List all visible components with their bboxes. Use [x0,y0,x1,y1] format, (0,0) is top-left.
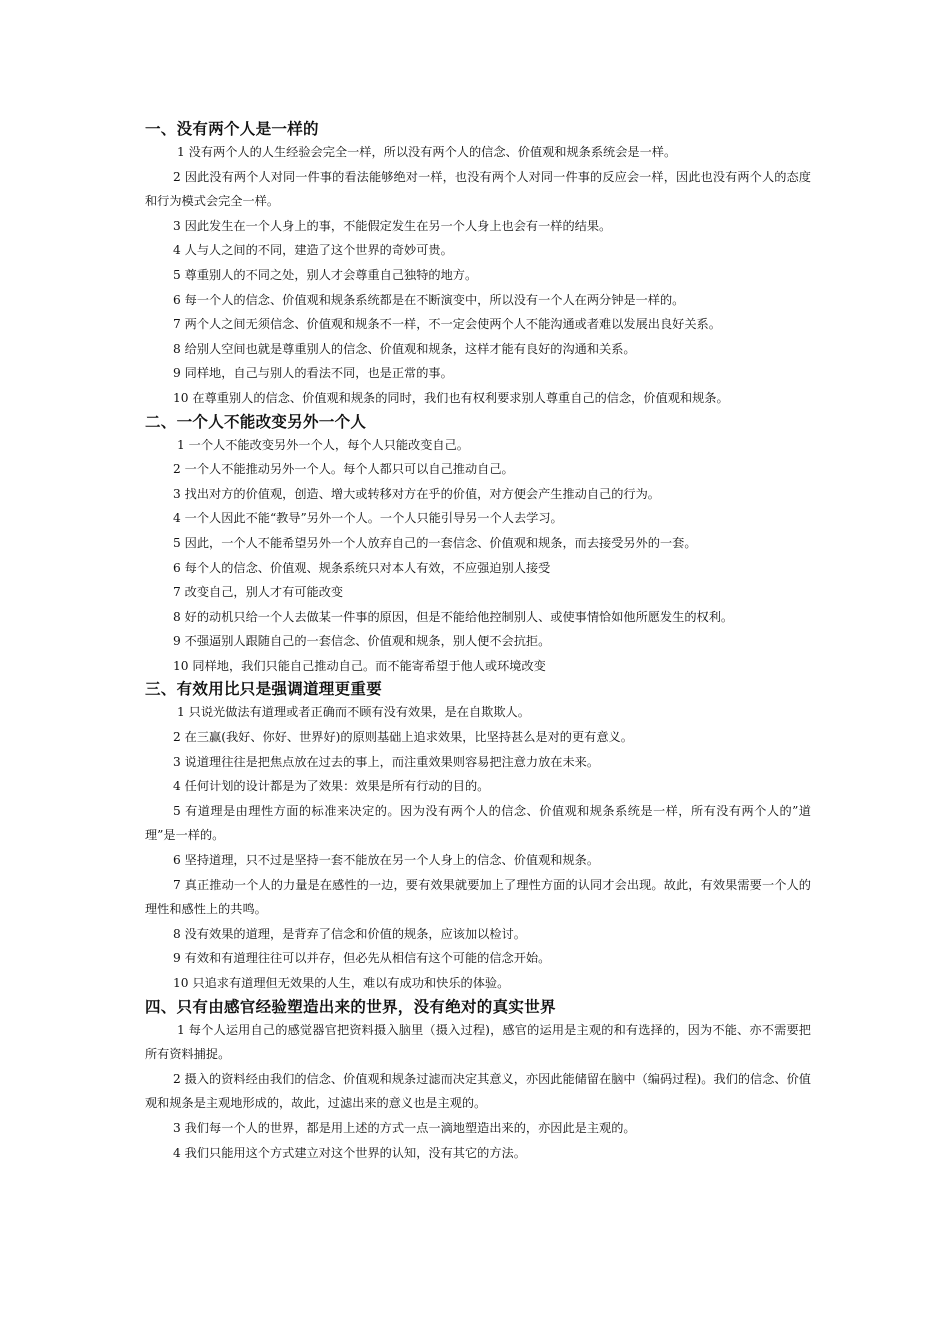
list-item: 2 因此没有两个人对同一件事的看法能够绝对一样，也没有两个人对同一件事的反应会一样，因此也没有两个人的态度和行为模式会完全一样。 [145,169,811,209]
list-item: 3 因此发生在一个人身上的事，不能假定发生在另一个人身上也会有一样的结果。 [173,218,612,233]
section-3 [145,678,811,995]
list-item: 9 同样地，自己与别人的看法不同，也是正常的事。 [173,366,453,381]
list-item: 3 说道理往往是把焦点放在过去的事上，而注重效果则容易把注意力放在未来。 [173,754,600,769]
list-item: 6 每一个人的信念、价值观和规条系统都是在不断演变中，所以没有一个人在两分钟是一样的。 [173,292,685,307]
list-item: 6 坚持道理，只不过是坚持一套不能放在另一个人身上的信念、价值观和规条。 [173,853,600,868]
list-item: 9 不强逼别人跟随自己的一套信念、价值观和规条，别人便不会抗拒。 [173,634,551,649]
list-item: 5 有道理是由理性方面的标准来决定的。因为没有两个人的信念、价值观和规条系统是一样，所有没有两个人的”道理”是一样的。 [145,803,811,843]
list-item: 4 任何计划的设计都是为了效果：效果是所有行动的目的。 [173,779,490,794]
list-item: 8 给别人空间也就是尊重别人的信念、价值观和规条，这样才能有良好的沟通和关系。 [173,341,636,356]
section-heading: 三、有效用比只是强调道理更重要 [145,679,383,699]
list-item: 7 两个人之间无须信念、价值观和规条不一样，不一定会使两个人不能沟通或者难以发展出良好关系。 [173,317,721,332]
list-item: 2 摄入的资料经由我们的信念、价值观和规条过滤而决定其意义，亦因此能储留在脑中（编码过程)。我们的信念、价值观和规条是主观地形成的，故此，过滤出来的意义也是主观的。 [145,1071,811,1111]
list-item: 8 好的动机只给一个人去做某一件事的原因，但是不能给他控制别人、或使事情恰如他所愿发生的权利。 [173,609,734,624]
list-item: 5 尊重别人的不同之处，别人才会尊重自己独特的地方。 [173,267,478,282]
section-heading: 一、没有两个人是一样的 [145,119,319,138]
list-item: 10 在尊重别人的信念、价值观和规条的同时，我们也有权利要求别人尊重自己的信念，价值观和规条。 [173,390,729,405]
section-4 [145,996,811,1166]
section-1 [145,118,811,411]
list-item: 3 找出对方的价值观，创造、增大或转移对方在乎的价值，对方便会产生推动自己的行为。 [173,486,660,501]
section-heading: 二、一个人不能改变另外一个人 [145,411,367,431]
list-item: 7 改变自己，别人才有可能改变 [173,585,344,600]
list-item: 1 每个人运用自己的感觉器官把资料摄入脑里（摄入过程)，感官的运用是主观的和有选择的，因为不能、亦不需要把所有资料捕捉。 [145,1022,811,1062]
list-item: 4 一个人因此不能“教导”另外一个人。一个人只能引导另一个人去学习。 [173,511,563,526]
list-item: 10 只追求有道理但无效果的人生，难以有成功和快乐的体验。 [173,976,510,990]
section-2 [145,411,811,679]
list-item: 8 没有效果的道理，是背弃了信念和价值的规条，应该加以检讨。 [173,926,526,941]
list-item: 9 有效和有道理往往可以并存，但必先从相信有这个可能的信念开始。 [173,951,551,966]
list-item: 5 因此，一个人不能希望另外一个人放弃自己的一套信念、价值观和规条，而去接受另外的一套。 [173,535,697,550]
list-item: 4 我们只能用这个方式建立对这个世界的认知，没有其它的方法。 [173,1145,526,1160]
list-item: 1 只说光做法有道理或者正确而不顾有没有效果，是在自欺欺人。 [177,705,530,720]
list-item: 3 我们每一个人的世界，都是用上述的方式一点一滴地塑造出来的，亦因此是主观的。 [173,1120,636,1135]
document-page [145,118,811,1165]
list-item: 6 每个人的信念、价值观、规条系统只对本人有效，不应强迫别人接受 [173,560,551,575]
list-item: 10 同样地，我们只能自己推动自己。而不能寄希望于他人或环境改变 [173,658,546,673]
list-item: 4 人与人之间的不同，建造了这个世界的奇妙可贵。 [173,243,453,258]
section-heading: 四、只有由感官经验塑造出来的世界，没有绝对的真实世界 [145,996,556,1016]
list-item: 2 一个人不能推动另外一个人。每个人都只可以自己推动自己。 [173,462,514,477]
list-item: 1 没有两个人的人生经验会完全一样，所以没有两个人的信念、价值观和规条系统会是一样。 [177,145,677,159]
list-item: 2 在三赢(我好、你好、世界好)的原则基础上追求效果，比坚持甚么是对的更有意义。 [173,730,633,745]
list-item: 1 一个人不能改变另外一个人，每个人只能改变自己。 [177,437,469,452]
list-item: 7 真正推动一个人的力量是在感性的一边，要有效果就要加上了理性方面的认同才会出现。故此，有效果需要一个人的理性和感性上的共鸣。 [145,877,811,917]
